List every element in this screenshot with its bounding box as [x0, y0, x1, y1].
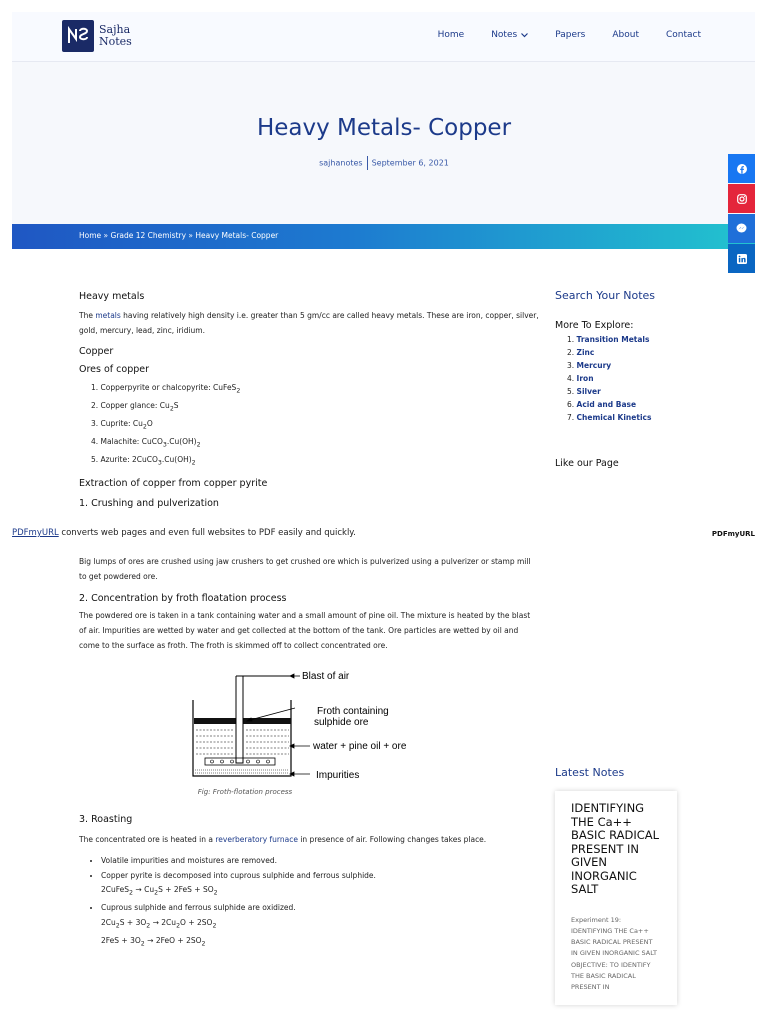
instagram-icon[interactable] — [728, 184, 755, 213]
heading-froth: 2. Concentration by froth floatation process — [79, 593, 287, 604]
nav-home[interactable]: Home — [437, 30, 465, 40]
heading-copper: Copper — [79, 346, 114, 357]
search-notes-title: Search Your Notes — [555, 289, 656, 302]
list-item: 3. Cuprite: $Cu_2O$ — [91, 419, 153, 431]
breadcrumb[interactable]: Home » Grade 12 Chemistry » Heavy Metals- Copper — [79, 231, 279, 240]
list-item: • Cuprous sulphide and ferrous sulphide are oxidized. $2Cu_2S + 3O_2 \to 2Cu_2O + 2SO_2$ $2FeS + 3O_2 \to 2FeO + 2SO_2$ — [101, 901, 539, 952]
froth-flotation-diagram — [190, 668, 450, 783]
list-item: • Copper pyrite is decomposed into cuprous sulphide and ferrous sulphide. 2CuFeS$_2$ → $Cu_2S + 2FeS + SO_2$ — [101, 869, 539, 902]
explore-item[interactable]: 4. Iron — [567, 374, 594, 383]
label-water: water + pine oil + ore — [313, 741, 407, 752]
nav-papers[interactable]: Papers — [555, 30, 586, 40]
pdfmyurl-link[interactable]: PDFmyURL — [12, 528, 59, 538]
sidebar — [555, 289, 755, 469]
heading-roasting: 3. Roasting — [79, 814, 133, 825]
list-item: 5. Azurite: $2CuCO_3.Cu(OH)_2$ — [91, 455, 196, 467]
label-froth2: sulphide ore — [314, 717, 369, 728]
label-froth1: Froth containing — [317, 706, 389, 717]
roast-pre: The concentrated ore is heated in a — [79, 835, 216, 844]
roasting-list — [101, 854, 539, 952]
nav-about[interactable]: About — [612, 30, 639, 40]
label-blast: Blast of air — [302, 671, 350, 682]
logo-line2: Notes — [99, 35, 132, 48]
pdfmyurl-logo: PDFmyURL — [711, 530, 755, 538]
logo-line1: Sajha — [99, 23, 131, 36]
messenger-icon[interactable] — [728, 214, 755, 243]
nav-notes-label: Notes — [491, 30, 518, 40]
logo-icon — [62, 20, 94, 52]
article-body-cont — [79, 554, 539, 653]
metals-link[interactable]: metals — [95, 311, 121, 320]
explore-item[interactable]: 6. Acid and Base — [567, 400, 637, 409]
froth-paragraph: The powdered ore is taken in a tank containing water and a small amount of pine oil. The mixture is heated by the blast of air. Impurities are wetted by water and get collected at the bottom of the tank. Ore particles are wetted by oil and come to the surface as froth. The froth is skimmed off to collect concentrated ore. — [79, 611, 531, 650]
label-impurities: Impurities — [316, 770, 360, 781]
list-item: 4. Malachite: $CuCO_3.Cu(OH)_2$ — [91, 437, 201, 449]
reverberatory-furnace-link[interactable]: reverberatory furnace — [215, 835, 298, 844]
chevron-down-icon — [521, 33, 528, 38]
bullet2-text: Copper pyrite is decomposed into cuprous sulphide and ferrous sulphide. — [101, 870, 376, 880]
ores-list — [91, 381, 539, 471]
pdf-banner — [12, 528, 755, 544]
roasting-paragraph — [79, 832, 539, 847]
heading-crushing: 1. Crushing and pulverization — [79, 498, 219, 509]
nav-notes[interactable] — [491, 30, 528, 40]
list-item: 2. Copper glance: $Cu_2S$ — [91, 401, 179, 413]
nav-contact[interactable]: Contact — [665, 30, 701, 40]
latest-note-card[interactable] — [555, 791, 677, 1005]
list-item: • Volatile impurities and moistures are removed. — [101, 854, 539, 869]
facebook-icon[interactable] — [728, 154, 755, 183]
article-body — [79, 289, 539, 515]
meta-separator — [367, 156, 368, 170]
explore-item[interactable]: 1. Transition Metals — [567, 335, 650, 344]
crushing-paragraph: Big lumps of ores are crushed using jaw crushers to get crushed ore which is pulverized using a pulverizer or stamp mill to get powdered ore. — [79, 557, 531, 581]
explore-title: More To Explore: — [555, 320, 634, 331]
article-body-roasting — [79, 812, 539, 952]
intro-rest: having relatively high density i.e. greater than 5 gm/cc are called heavy metals. These are iron, copper, silver, gold, mercury, lead, zinc, iridium. — [79, 311, 539, 335]
latest-notes-title: Latest Notes — [555, 766, 625, 779]
explore-item[interactable]: 7. Chemical Kinetics — [567, 413, 652, 422]
list-item: 1. Copperpyrite or chalcopyrite: CuFeS$_2$ — [91, 383, 241, 395]
heading-ores: Ores of copper — [79, 364, 150, 375]
like-page-title: Like our Page — [555, 458, 619, 469]
latest-notes — [555, 766, 755, 779]
card-title[interactable]: IDENTIFYING THE Ca++ BASIC RADICAL PRESENT IN GIVEN INORGANIC SALT — [571, 801, 660, 896]
figure-caption: Fig: Froth-flotation process — [197, 788, 293, 796]
pdf-banner-text: converts web pages and even full websites to PDF easily and quickly. — [58, 528, 356, 538]
breadcrumb-bar — [12, 224, 755, 249]
site-logo[interactable] — [62, 20, 132, 52]
explore-list — [567, 333, 755, 424]
main-nav — [438, 30, 701, 40]
heading-heavy-metals: Heavy metals — [79, 291, 145, 302]
card-excerpt: Experiment 19: IDENTIFYING THE Ca++ BASIC RADICAL PRESENT IN GIVEN INORGANIC SALT OBJECTIVE: TO IDENTIFY THE BASIC RADICAL PRESENT IN — [571, 915, 657, 992]
explore-item[interactable]: 3. Mercury — [567, 361, 612, 370]
site-header — [12, 12, 755, 62]
heading-extraction: Extraction of copper from copper pyrite — [79, 478, 268, 489]
post-meta — [0, 156, 768, 170]
author-link[interactable]: sajhanotes — [319, 158, 363, 168]
explore-item[interactable]: 5. Silver — [567, 387, 601, 396]
intro-pre: The — [79, 311, 96, 320]
intro-paragraph — [79, 308, 539, 338]
page-title: Heavy Metals- Copper — [256, 115, 512, 141]
post-date: September 6, 2021 — [371, 158, 449, 168]
social-share — [728, 154, 755, 274]
roast-post: in presence of air. Following changes takes place. — [297, 835, 487, 844]
explore-item[interactable]: 2. Zinc — [567, 348, 595, 357]
linkedin-icon[interactable] — [728, 244, 755, 273]
